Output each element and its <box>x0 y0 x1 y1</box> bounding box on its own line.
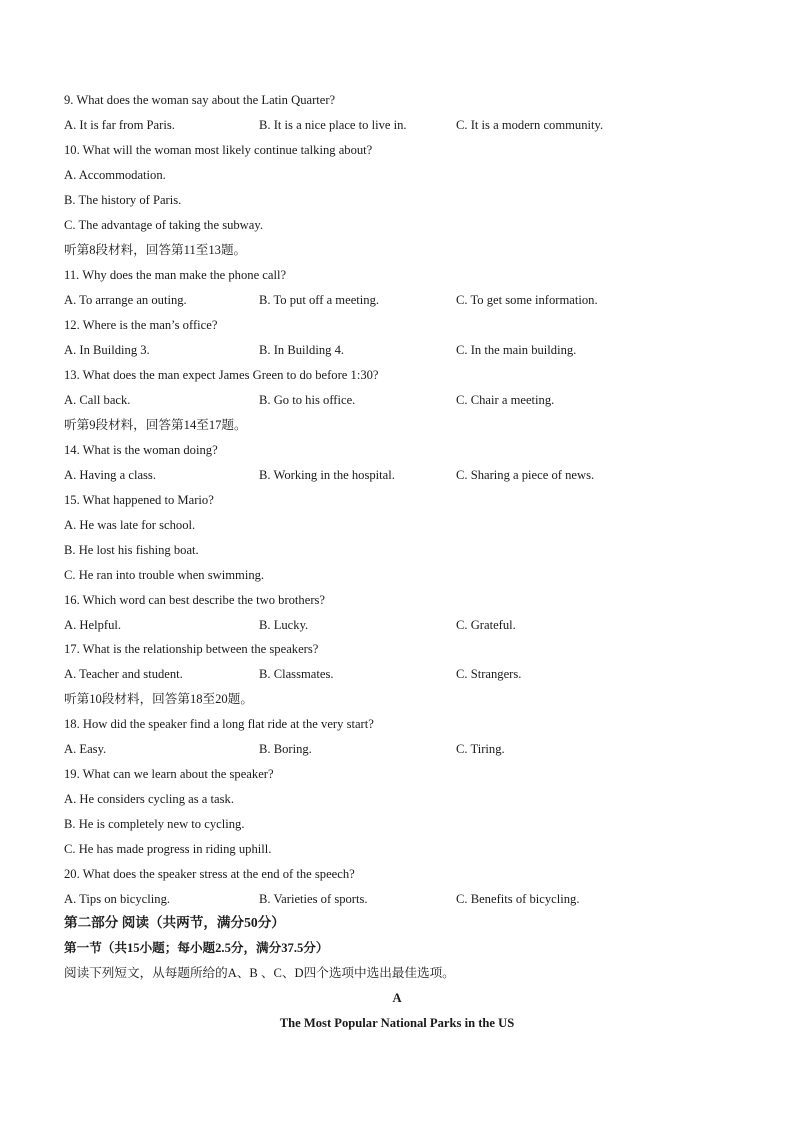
question-10-option-a: A. Accommodation. <box>64 168 166 182</box>
passage-title: The Most Popular National Parks in the US <box>279 1016 515 1030</box>
question-14-option-a: A. Having a class. <box>64 468 156 482</box>
question-11-option-a: A. To arrange an outing. <box>64 293 187 307</box>
question-9-option-b: B. It is a nice place to live in. <box>259 118 407 132</box>
question-19-option-c: C. He has made progress in riding uphill. <box>64 842 272 856</box>
question-20-option-a: A. Tips on bicycling. <box>64 892 171 906</box>
question-12-option-c: C. In the main building. <box>456 343 577 357</box>
question-12-stem: 12. Where is the man’s office? <box>64 318 218 332</box>
question-19-stem: 19. What can we learn about the speaker? <box>64 767 274 781</box>
question-13-option-c: C. Chair a meeting. <box>456 393 555 407</box>
question-19-option-b: B. He is completely new to cycling. <box>64 817 245 831</box>
question-18-option-c: C. Tiring. <box>456 742 505 756</box>
question-15-stem: 15. What happened to Mario? <box>64 493 214 507</box>
question-16-option-a: A. Helpful. <box>64 618 122 632</box>
question-15-option-a: A. He was late for school. <box>64 518 196 532</box>
question-16-option-c: C. Grateful. <box>456 618 516 632</box>
question-19-option-a: A. He considers cycling as a task. <box>64 792 234 806</box>
question-18-stem: 18. How did the speaker find a long flat ride at the very start? <box>64 717 374 731</box>
question-13-option-b: B. Go to his office. <box>259 393 356 407</box>
question-17-stem: 17. What is the relationship between the speakers? <box>64 642 319 656</box>
question-14-option-c: C. Sharing a piece of news. <box>456 468 595 482</box>
question-10-option-c: C. The advantage of taking the subway. <box>64 218 263 232</box>
question-20-option-c: C. Benefits of bicycling. <box>456 892 580 906</box>
question-9-stem: 9. What does the woman say about the Latin Quarter? <box>64 93 336 107</box>
question-17-option-a: A. Teacher and student. <box>64 667 183 681</box>
question-11-option-c: C. To get some information. <box>456 293 598 307</box>
question-14-option-b: B. Working in the hospital. <box>259 468 395 482</box>
question-11-option-b: B. To put off a meeting. <box>259 293 380 307</box>
question-16-option-b: B. Lucky. <box>259 618 309 632</box>
question-9-option-c: C. It is a modern community. <box>456 118 604 132</box>
question-12-option-a: A. In Building 3. <box>64 343 150 357</box>
question-17-option-b: B. Classmates. <box>259 667 334 681</box>
question-17-option-c: C. Strangers. <box>456 667 522 681</box>
question-12-option-b: B. In Building 4. <box>259 343 345 357</box>
question-10-option-b: B. The history of Paris. <box>64 193 182 207</box>
question-20-option-b: B. Varieties of sports. <box>259 892 368 906</box>
question-13-option-a: A. Call back. <box>64 393 131 407</box>
question-20-stem: 20. What does the speaker stress at the end of the speech? <box>64 867 355 881</box>
question-13-stem: 13. What does the man expect James Green to do before 1:30? <box>64 368 379 382</box>
question-10-stem: 10. What will the woman most likely continue talking about? <box>64 143 373 157</box>
question-18-option-b: B. Boring. <box>259 742 312 756</box>
reading-instruction: 阅读下列短文，从每题所给的A、B 、C、D四个选项中选出最佳选项。 <box>64 966 455 980</box>
question-14-stem: 14. What is the woman doing? <box>64 443 218 457</box>
question-11-stem: 11. Why does the man make the phone call? <box>64 268 287 282</box>
question-15-option-b: B. He lost his fishing boat. <box>64 543 199 557</box>
question-18-option-a: A. Easy. <box>64 742 107 756</box>
question-16-stem: 16. Which word can best describe the two brothers? <box>64 593 326 607</box>
section-1-heading: 第一节（共15小题；每小题2.5分，满分37.5分） <box>64 941 329 955</box>
passage-label: A <box>392 991 402 1005</box>
section-9-header: 听第9段材料，回答第14至17题。 <box>64 418 247 432</box>
section-10-header: 听第10段材料，回答第18至20题。 <box>64 692 253 706</box>
question-15-option-c: C. He ran into trouble when swimming. <box>64 568 265 582</box>
question-9-option-a: A. It is far from Paris. <box>64 118 175 132</box>
section-8-header: 听第8段材料，回答第11至13题。 <box>64 243 247 257</box>
part-2-heading: 第二部分 阅读（共两节，满分50分） <box>64 915 285 930</box>
